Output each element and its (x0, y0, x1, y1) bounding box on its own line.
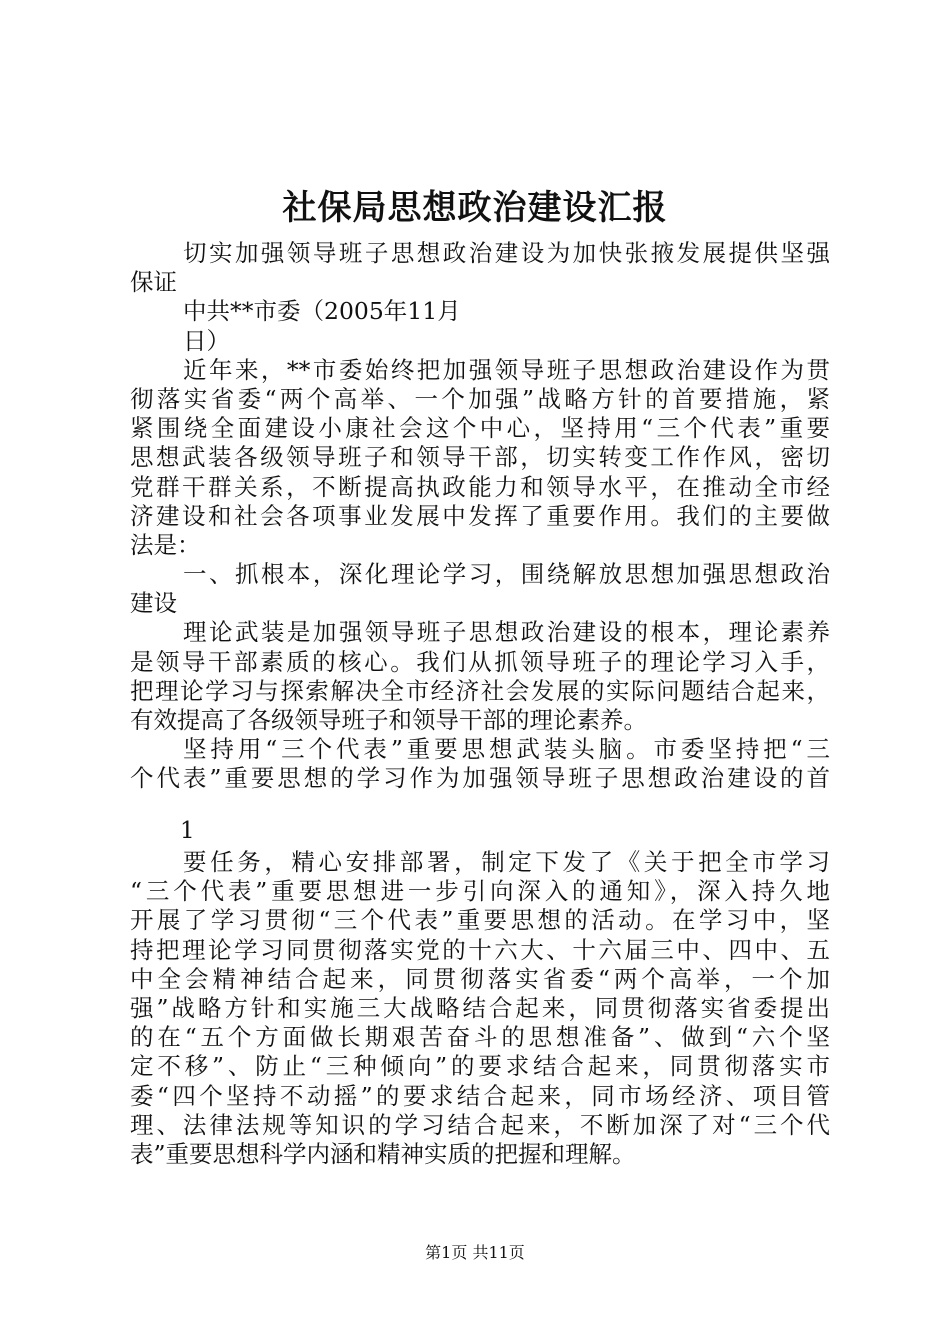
text-line: 把理论学习与探索解决全市经济社会发展的实际问题结合起来， (130, 676, 830, 705)
text-line: 开展了学习贯彻“三个代表”重要思想的活动。在学习中，坚 (130, 906, 830, 935)
text-line: 的在“五个方面做长期艰苦奋斗的思想准备”、做到“六个坚 (130, 1023, 830, 1052)
text-line: 紧围绕全面建设小康社会这个中心，坚持用“三个代表”重要 (130, 414, 830, 443)
page-footer: 第1页 共11页 (425, 1243, 525, 1262)
page-marker: 1 (180, 818, 195, 844)
text-line: 要任务，精心安排部署，制定下发了《关于把全市学习 (183, 848, 830, 876)
text-line: 中共**市委（2005年11月 (183, 297, 461, 326)
text-line: 日） (183, 326, 230, 355)
text-line: 法是： (130, 530, 201, 559)
text-line: 坚持用“三个代表”重要思想武装头脑。市委坚持把“三 (183, 735, 830, 764)
text-line: 思想武装各级领导班子和领导干部，切实转变工作作风，密切 (130, 443, 830, 472)
text-line: 近年来，**市委始终把加强领导班子思想政治建设作为贯 (183, 355, 830, 384)
text-line: 建设 (130, 589, 177, 618)
text-line: 保证 (130, 268, 177, 297)
text-line: 党群干群关系，不断提高执政能力和领导水平，在推动全市经 (130, 472, 830, 501)
text-line: 理、法律法规等知识的学习结合起来，不断加深了对“三个代 (130, 1110, 830, 1139)
text-block-2 (130, 848, 830, 1169)
text-line: 个代表”重要思想的学习作为加强领导班子思想政治建设的首 (130, 764, 830, 793)
text-line: 是领导干部素质的核心。我们从抓领导班子的理论学习入手， (130, 647, 830, 676)
text-line: 表”重要思想科学内涵和精神实质的把握和理解。 (130, 1139, 636, 1168)
text-line: 定不移”、防止“三种倾向”的要求结合起来，同贯彻落实市 (130, 1052, 830, 1081)
text-line: 委“四个坚持不动摇”的要求结合起来，同市场经济、项目管 (130, 1081, 830, 1110)
text-line: 持把理论学习同贯彻落实党的十六大、十六届三中、四中、五 (130, 935, 830, 964)
document-title: 社保局思想政治建设汇报 (282, 188, 668, 228)
text-block-1 (130, 239, 830, 794)
text-line: 有效提高了各级领导班子和领导干部的理论素养。 (130, 706, 647, 734)
text-line: 中全会精神结合起来，同贯彻落实省委“两个高举，一个加 (130, 964, 830, 993)
text-line: 济建设和社会各项事业发展中发挥了重要作用。我们的主要做 (130, 501, 830, 530)
text-line: 彻落实省委“两个高举、一个加强”战略方针的首要措施，紧 (130, 384, 830, 413)
text-line: 一、抓根本，深化理论学习，围绕解放思想加强思想政治 (183, 560, 830, 589)
text-line: 切实加强领导班子思想政治建设为加快张掖发展提供坚强 (183, 239, 830, 267)
text-line: 强”战略方针和实施三大战略结合起来，同贯彻落实省委提出 (130, 993, 830, 1022)
text-line: 理论武装是加强领导班子思想政治建设的根本，理论素养 (183, 618, 830, 647)
text-line: “三个代表”重要思想进一步引向深入的通知》，深入持久地 (130, 877, 830, 906)
